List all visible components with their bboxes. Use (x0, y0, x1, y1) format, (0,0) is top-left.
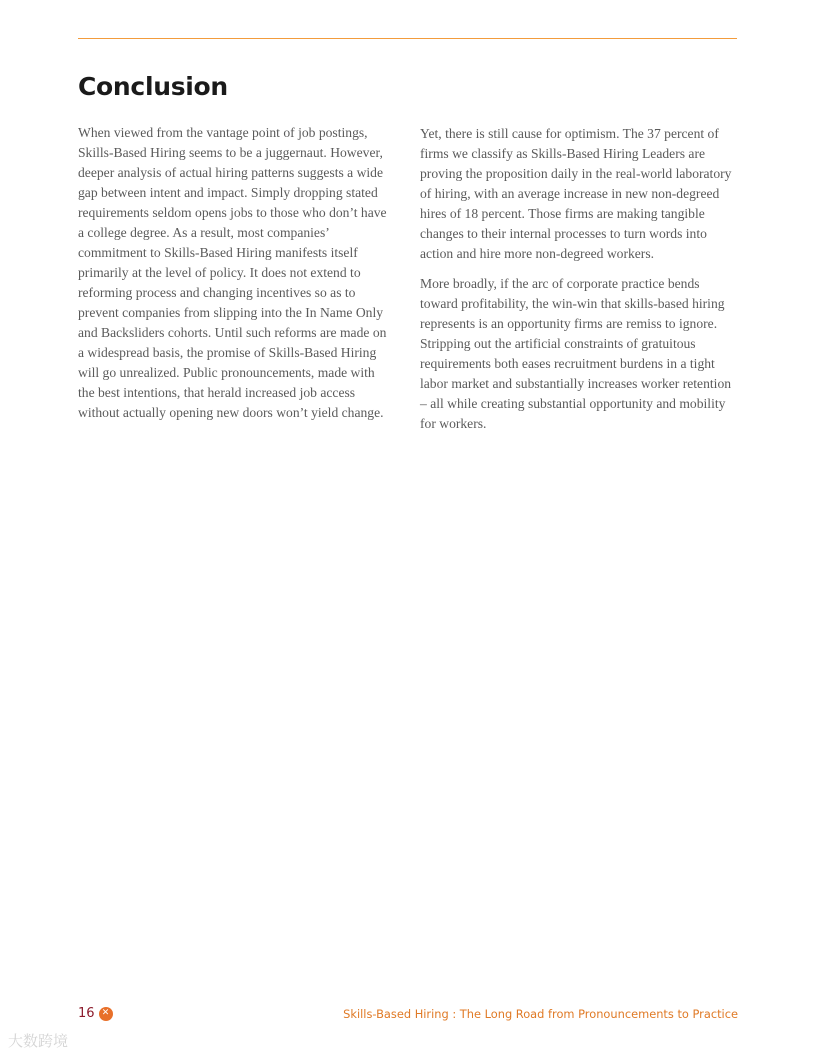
x-circle-icon: ✕ (99, 1007, 113, 1021)
page-number-block (78, 1006, 113, 1021)
paragraph: More broadly, if the arc of corporate practice bends toward profitability, the win-win that skills-based hiring represents is an opportunity firms are remiss to ignore. Stripping out the artificial constraints of gratuitous requirements both eases recruitment burdens in a tight labor market and substantially increases worker retention – all while creating substantial opportunity and mobility for workers. (420, 276, 732, 431)
paragraph: When viewed from the vantage point of job postings, Skills-Based Hiring seems to be a juggernaut. However, deeper analysis of actual hiring patterns suggests a wide gap between intent and impact. Simply dropping stated requirements seldom opens jobs to those who don’t have a college degree. As a result, most companies’ commitment to Skills-Based Hiring manifests itself primarily at the level of policy. It does not extend to reforming process and changing incentives so as to prevent companies from slipping into the In Name Only and Backsliders cohorts. Until such reforms are made on a widespread basis, the promise of Skills-Based Hiring will go unrealized. Public pronouncements, made with the best intentions, that herald increased job access without actually opening new doors won’t yield change. (78, 125, 387, 420)
right-column (420, 124, 740, 444)
page-number: 16 (78, 1006, 95, 1021)
paragraph: Yet, there is still cause for optimism. The 37 percent of firms we classify as Skills-Based Hiring Leaders are proving the proposition daily in the real-world laboratory of hiring, with an average increase in new non-degreed hires of 18 percent. Those firms are making tangible changes to their internal processes to turn words into action and hire more non-degreed workers. (420, 126, 732, 261)
running-footer-title: Skills-Based Hiring : The Long Road from Pronouncements to Practice (343, 1007, 738, 1021)
watermark: 大数跨境 (8, 1032, 69, 1050)
left-column (78, 123, 394, 433)
top-divider (78, 38, 737, 39)
page-title: Conclusion (78, 72, 228, 101)
